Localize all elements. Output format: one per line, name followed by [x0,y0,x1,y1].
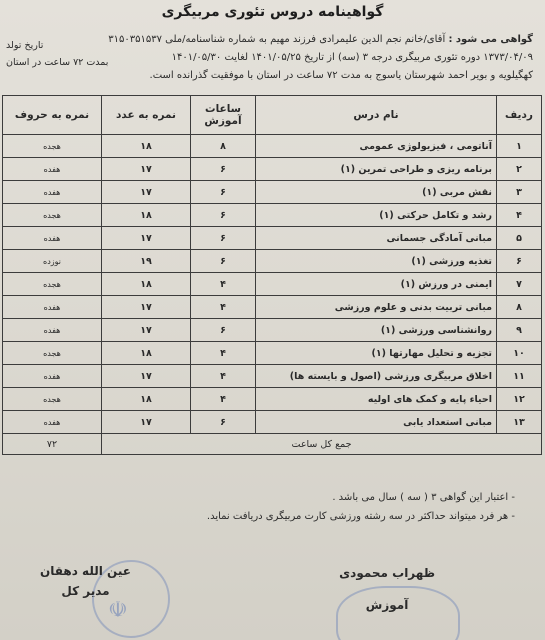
score-words: هجده [3,273,102,296]
course-name: مبانی تربیت بدنی و علوم ورزشی [256,296,497,319]
score-number: ۱۷ [102,181,191,204]
course-name: تجزیه و تحلیل مهارتها (۱) [256,342,497,365]
row-number: ۲ [497,158,542,181]
course-name: روانشناسی ورزشی (۱) [256,319,497,342]
score-words: هفده [3,158,102,181]
row-number: ۴ [497,204,542,227]
row-number: ۱۲ [497,388,542,411]
course-name: نقش مربی (۱) [256,181,497,204]
course-hours: ۶ [191,411,256,434]
table-row [3,273,542,296]
course-hours: ۴ [191,365,256,388]
score-words: هفده [3,296,102,319]
score-words: هجده [3,388,102,411]
score-number: ۱۷ [102,411,191,434]
table-row [3,227,542,250]
table-header-row [3,96,542,135]
total-label: جمع کل ساعت [102,434,542,455]
score-words: نوزده [3,250,102,273]
table-row [3,250,542,273]
score-words: هجده [3,342,102,365]
signer-name-director: عین الله دهقان [40,564,131,578]
score-number: ۱۷ [102,296,191,319]
score-words: هفده [3,365,102,388]
course-hours: ۶ [191,250,256,273]
course-hours: ۶ [191,227,256,250]
header-hours: ساعات آموزش [191,96,256,135]
header-score-number: نمره به عدد [102,96,191,135]
course-name: مبانی استعداد یابی [256,411,497,434]
certify-lead: گواهی می شود : [448,34,533,45]
table-row [3,365,542,388]
score-number: ۱۸ [102,388,191,411]
row-number: ۱ [497,135,542,158]
course-name: ایمنی در ورزش (۱) [256,273,497,296]
course-hours: ۶ [191,319,256,342]
signature-education [339,566,435,612]
table-row [3,342,542,365]
course-hours: ۴ [191,342,256,365]
score-words: هفده [3,319,102,342]
total-value: ۷۲ [3,434,102,455]
row-number: ۵ [497,227,542,250]
score-number: ۱۸ [102,273,191,296]
signer-title-education: آموزش [365,598,409,612]
course-name: برنامه ریزی و طراحی تمرین (۱) [256,158,497,181]
table-row [3,204,542,227]
person-info: آقای/خانم نجم الدین علیمرادی فرزند مهیم به شماره شناسنامه/ملی ۳۱۵۰۳۵۱۵۳۷ [108,34,446,45]
table-row [3,296,542,319]
emblem-icon: ☫ [108,598,128,623]
header-score-words: نمره به حروف [3,96,102,135]
score-number: ۱۹ [102,250,191,273]
score-words: هجده [3,204,102,227]
header-line-3: کهگیلویه و بویر احمد شهرستان یاسوج به مدت ۷۲ ساعت در استان با موفقیت گذرانده است. [149,70,533,81]
header-row-number: ردیف [497,96,542,135]
course-name: تغذیه ورزشی (۱) [256,250,497,273]
note-validity: - اعتبار این گواهی ۳ ( سه ) سال می باشد . [332,492,515,503]
row-number: ۶ [497,250,542,273]
birth-date-label: تاریخ تولد [6,40,44,51]
note-limit: - هر فرد میتواند حداکثر در سه رشته ورزشی کارت مربیگری دریافت نماید. [206,511,515,522]
document-title: گواهینامه دروس تئوری مربیگری [161,4,384,20]
total-row [3,434,542,455]
course-hours: ۶ [191,158,256,181]
course-hours: ۴ [191,296,256,319]
table-row [3,135,542,158]
signer-title-director: مدیر کل [61,584,110,598]
duration-note: بمدت ۷۲ ساعت در استان [6,57,109,68]
course-hours: ۴ [191,388,256,411]
course-name: احیاء پایه و کمک های اولیه [256,388,497,411]
course-name: اخلاق مربیگری ورزشی (اصول و بایسته ها) [256,365,497,388]
notes [15,492,515,530]
table-row [3,181,542,204]
row-number: ۳ [497,181,542,204]
score-number: ۱۷ [102,158,191,181]
table-row [3,319,542,342]
table-row [3,158,542,181]
signer-name-education: ظهراب محمودی [339,566,435,580]
row-number: ۱۳ [497,411,542,434]
row-number: ۱۰ [497,342,542,365]
header-line-2: ۱۳۷۳/۰۴/۰۹ دوره تئوری مربیگری درجه ۳ (سه) از تاریخ ۱۴۰۱/۰۵/۲۵ لغایت ۱۴۰۱/۰۵/۳۰ [171,52,533,63]
course-hours: ۸ [191,135,256,158]
score-number: ۱۸ [102,135,191,158]
course-name: رشد و تکامل حرکتی (۱) [256,204,497,227]
table-row [3,388,542,411]
score-words: هجده [3,135,102,158]
grades-table [2,95,542,455]
signature-director [40,564,131,598]
score-words: هفده [3,227,102,250]
course-name: مبانی آمادگی جسمانی [256,227,497,250]
row-number: ۸ [497,296,542,319]
score-words: هفده [3,411,102,434]
score-number: ۱۸ [102,204,191,227]
course-hours: ۶ [191,181,256,204]
course-hours: ۶ [191,204,256,227]
header-line-1 [13,34,533,45]
course-name: آناتومی ، فیزیولوژی عمومی [256,135,497,158]
row-number: ۹ [497,319,542,342]
row-number: ۱۱ [497,365,542,388]
score-number: ۱۸ [102,342,191,365]
score-number: ۱۷ [102,227,191,250]
score-number: ۱۷ [102,365,191,388]
course-hours: ۴ [191,273,256,296]
header-course-name: نام درس [256,96,497,135]
grades-table-body [3,135,542,434]
score-words: هفده [3,181,102,204]
score-number: ۱۷ [102,319,191,342]
table-row [3,411,542,434]
row-number: ۷ [497,273,542,296]
